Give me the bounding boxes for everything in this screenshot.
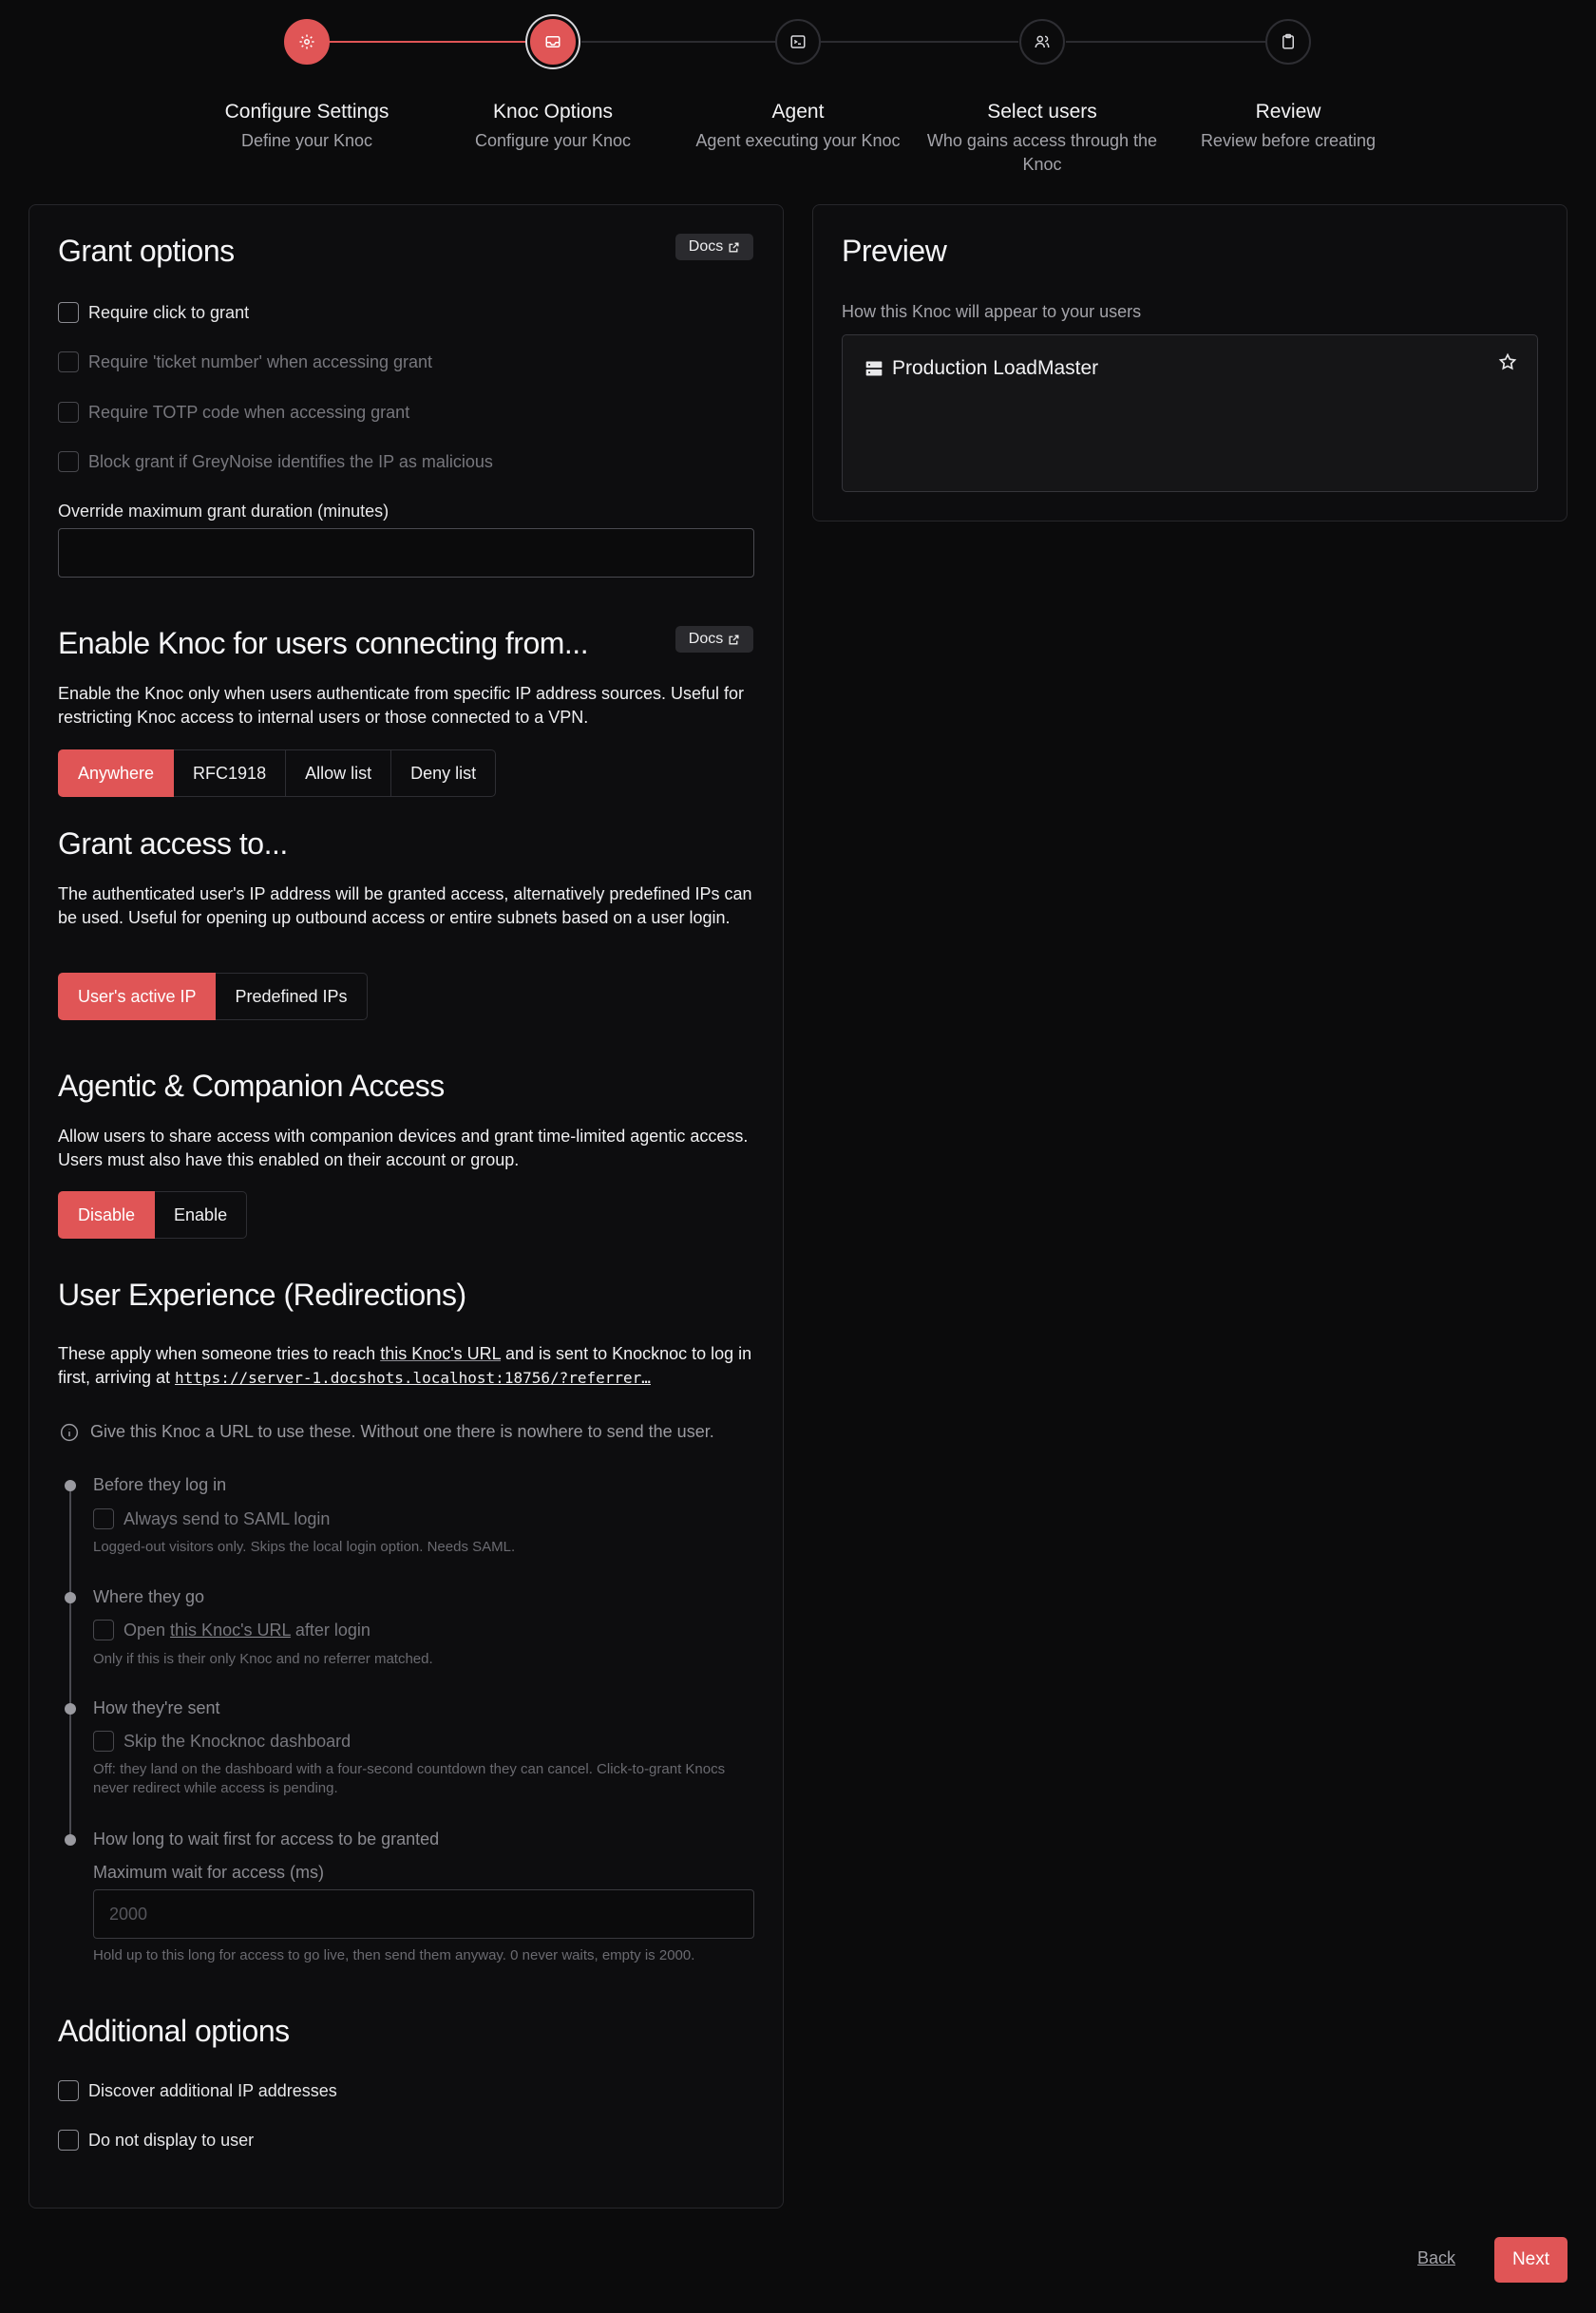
favorite-button[interactable] bbox=[1498, 352, 1517, 376]
external-link-icon bbox=[728, 241, 740, 254]
timeline-dot bbox=[65, 1703, 76, 1715]
timeline-dot bbox=[65, 1592, 76, 1603]
checkbox-box[interactable] bbox=[93, 1620, 114, 1640]
back-button[interactable]: Back bbox=[1417, 2248, 1456, 2267]
preview-subtitle: How this Knoc will appear to your users bbox=[842, 302, 1142, 321]
ux-desc-text: and is sent to Knocknoc to log in first, arriving at bbox=[58, 1344, 752, 1387]
users-icon bbox=[1019, 19, 1065, 65]
option-enable[interactable]: Enable bbox=[155, 1191, 247, 1239]
checkbox-label: Skip the Knocknoc dashboard bbox=[124, 1731, 352, 1751]
greynoise-block-checkbox[interactable] bbox=[58, 451, 493, 472]
next-button[interactable]: Next bbox=[1494, 2237, 1568, 2283]
docs-label: Docs bbox=[688, 238, 724, 255]
option-allow-list[interactable]: Allow list bbox=[286, 749, 391, 797]
wizard-stepper bbox=[0, 0, 1596, 190]
ux-timeline bbox=[69, 1485, 71, 1841]
ux-desc-text: These apply when someone tries to reach bbox=[58, 1344, 381, 1363]
step-subtitle: Who gains access through the Knoc bbox=[926, 131, 1158, 174]
agentic-heading: Agentic & Companion Access bbox=[58, 1069, 445, 1103]
max-wait-input[interactable] bbox=[93, 1889, 754, 1939]
max-wait-help-text: Hold up to this long for access to go live, then send them anyway. 0 never waits, empty is 2000. bbox=[93, 1947, 695, 1963]
step-title: Select users bbox=[987, 101, 1097, 123]
gear-icon bbox=[284, 19, 330, 65]
step-connector bbox=[1066, 41, 1265, 43]
option-users-active-ip[interactable]: User's active IP bbox=[58, 973, 216, 1020]
require-ticket-checkbox[interactable] bbox=[58, 351, 432, 372]
checkbox-label: Require click to grant bbox=[88, 302, 250, 322]
step-subtitle: Configure your Knoc bbox=[474, 131, 632, 150]
grant-access-description: The authenticated user's IP address will be granted access, alternatively predefined IPs can be used. Useful for opening up outbound access or entire subnets based on a user login. bbox=[58, 884, 752, 927]
checkbox-box[interactable] bbox=[58, 451, 79, 472]
checkbox-label bbox=[124, 1621, 370, 1640]
option-deny-list[interactable]: Deny list bbox=[391, 749, 496, 797]
skip-dashboard-checkbox[interactable] bbox=[93, 1731, 351, 1752]
ux-heading: User Experience (Redirections) bbox=[58, 1278, 466, 1312]
open-url-help-text: Only if this is their only Knoc and no referrer matched. bbox=[93, 1651, 433, 1667]
checkbox-label: Require 'ticket number' when accessing grant bbox=[88, 351, 433, 371]
checkbox-label: Do not display to user bbox=[88, 2130, 255, 2150]
label-text: after login bbox=[290, 1620, 370, 1640]
option-anywhere[interactable]: Anywhere bbox=[58, 749, 174, 797]
inbox-icon bbox=[530, 19, 576, 65]
max-wait-label: Maximum wait for access (ms) bbox=[93, 1863, 325, 1882]
wait-title: How long to wait first for access to be granted bbox=[93, 1830, 440, 1849]
discover-ips-checkbox[interactable] bbox=[58, 2080, 337, 2101]
knoc-preview-header bbox=[864, 357, 1098, 380]
checkbox-box[interactable] bbox=[58, 2130, 79, 2151]
agentic-segmented-control bbox=[58, 1191, 247, 1239]
step-title: Agent bbox=[771, 101, 825, 123]
checkbox-label: Require TOTP code when accessing grant bbox=[88, 402, 410, 422]
knoc-name: Production LoadMaster bbox=[892, 357, 1099, 379]
checkbox-box[interactable] bbox=[58, 2080, 79, 2101]
step-subtitle: Agent executing your Knoc bbox=[695, 131, 901, 150]
server-icon bbox=[864, 359, 884, 378]
how-sent-title: How they're sent bbox=[93, 1698, 220, 1717]
open-knoc-url-checkbox[interactable] bbox=[93, 1620, 370, 1640]
step-connector bbox=[821, 41, 1018, 43]
enable-from-description: Enable the Knoc only when users authenticate from specific IP address sources. Useful for restricting Knoc access to internal users or those connected to a VPN. bbox=[58, 684, 745, 727]
option-disable[interactable]: Disable bbox=[58, 1191, 155, 1239]
checkbox-box[interactable] bbox=[93, 1731, 114, 1752]
skip-dashboard-help-text: Off: they land on the dashboard with a four-second countdown they can cancel. Click-to-grant Knocs never redirect while access is pending. bbox=[93, 1761, 726, 1796]
step-subtitle: Define your Knoc bbox=[240, 131, 373, 150]
docs-label: Docs bbox=[688, 631, 724, 647]
where-they-go-title: Where they go bbox=[93, 1587, 205, 1606]
grant-options-heading: Grant options bbox=[58, 234, 235, 268]
checkbox-label: Always send to SAML login bbox=[124, 1508, 331, 1528]
knoc-url-link[interactable]: this Knoc's URL bbox=[170, 1620, 291, 1640]
step-title: Knoc Options bbox=[492, 101, 614, 123]
info-text: Give this Knoc a URL to use these. Without one there is nowhere to send the user. bbox=[90, 1422, 714, 1441]
checkbox-label: Discover additional IP addresses bbox=[88, 2080, 337, 2100]
step-title: Review bbox=[1255, 101, 1321, 123]
star-icon bbox=[1498, 352, 1517, 371]
before-login-title: Before they log in bbox=[93, 1475, 227, 1494]
step-connector bbox=[308, 41, 528, 43]
step-title: Configure Settings bbox=[224, 101, 390, 123]
max-wait-placeholder: 2000 bbox=[109, 1904, 148, 1924]
step-connector bbox=[581, 41, 775, 43]
option-predefined-ips[interactable]: Predefined IPs bbox=[216, 973, 367, 1020]
grant-options-docs-button[interactable] bbox=[675, 234, 753, 260]
enable-from-heading: Enable Knoc for users connecting from... bbox=[58, 626, 589, 660]
additional-options-heading: Additional options bbox=[58, 2014, 290, 2048]
label-text: Open bbox=[124, 1620, 171, 1640]
saml-help-text: Logged-out visitors only. Skips the local login option. Needs SAML. bbox=[93, 1539, 516, 1555]
hide-from-user-checkbox[interactable] bbox=[58, 2130, 254, 2151]
ux-description bbox=[58, 1342, 756, 1390]
preview-heading: Preview bbox=[842, 234, 947, 268]
step-subtitle: Review before creating bbox=[1200, 131, 1377, 150]
external-link-icon bbox=[728, 634, 740, 646]
checkbox-box[interactable] bbox=[58, 351, 79, 372]
checkbox-box[interactable] bbox=[93, 1508, 114, 1529]
checkbox-box[interactable] bbox=[58, 302, 79, 323]
checkbox-box[interactable] bbox=[58, 402, 79, 423]
enable-from-segmented-control bbox=[58, 749, 496, 797]
option-rfc1918[interactable]: RFC1918 bbox=[174, 749, 286, 797]
knoc-url-link[interactable]: this Knoc's URL bbox=[380, 1344, 502, 1363]
ux-info-note bbox=[60, 1422, 714, 1442]
enable-from-docs-button[interactable] bbox=[675, 626, 753, 653]
max-grant-duration-input[interactable] bbox=[58, 528, 754, 578]
grant-access-segmented-control bbox=[58, 973, 368, 1020]
grant-access-heading: Grant access to... bbox=[58, 826, 288, 861]
saml-login-checkbox[interactable] bbox=[93, 1508, 330, 1529]
info-icon bbox=[60, 1423, 79, 1442]
clipboard-icon bbox=[1265, 19, 1311, 65]
agentic-description: Allow users to share access with companion devices and grant time-limited agentic access. Users must also have this enabled on their account or group. bbox=[58, 1127, 749, 1169]
timeline-dot bbox=[65, 1480, 76, 1491]
timeline-dot bbox=[65, 1834, 76, 1846]
terminal-icon bbox=[775, 19, 821, 65]
duration-field-label: Override maximum grant duration (minutes) bbox=[58, 502, 390, 521]
checkbox-label: Block grant if GreyNoise identifies the IP as malicious bbox=[88, 451, 493, 471]
referrer-url: https://server-1.docshots.localhost:18756/?referrer… bbox=[175, 1369, 651, 1387]
require-click-checkbox[interactable] bbox=[58, 302, 249, 323]
require-totp-checkbox[interactable] bbox=[58, 402, 409, 423]
